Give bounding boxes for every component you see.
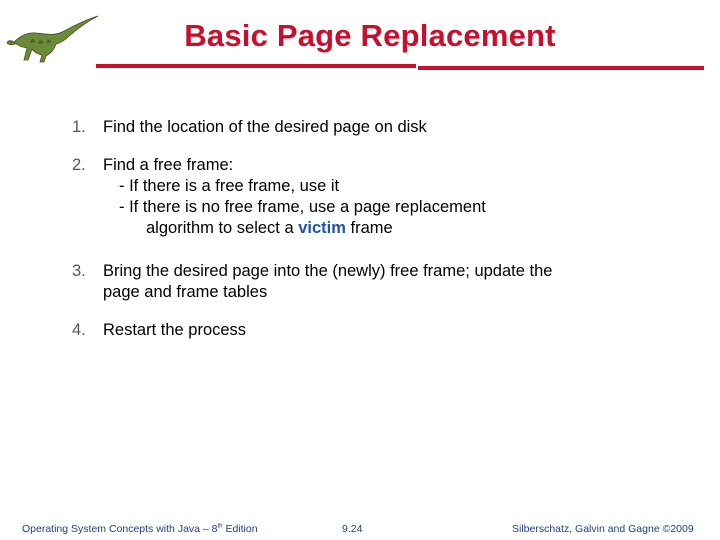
step-number: 3. [72, 262, 86, 280]
footer-book-title [22, 523, 258, 535]
step-body [103, 261, 693, 303]
step-text-line: page and frame tables [103, 283, 268, 301]
step-text: Restart the process [103, 321, 247, 339]
sub-item-continuation [146, 218, 720, 239]
title-underline [96, 64, 416, 68]
footer-page-number: 9.24 [342, 523, 363, 535]
victim-emphasis: victim [298, 219, 346, 237]
step-text-line: Bring the desired page into the (newly) free frame; update the [103, 262, 553, 280]
title-underline-right [418, 66, 704, 70]
footer-copyright: Silberschatz, Galvin and Gagne ©2009 [512, 523, 694, 535]
page-title: Basic Page Replacement [184, 18, 556, 53]
footer-text: Operating System Concepts with Java – 8 [22, 523, 218, 535]
sub-item: - If there is no free frame, use a page replacement [119, 198, 486, 216]
dinosaur-icon [6, 12, 100, 64]
step-number: 2. [72, 156, 86, 174]
step-number: 4. [72, 321, 86, 339]
footer-superscript: th [217, 523, 223, 530]
text-run: frame [345, 219, 393, 237]
step-text: Find the location of the desired page on disk [103, 118, 427, 136]
text-run: algorithm to select a [146, 219, 299, 237]
step-number: 1. [72, 118, 86, 136]
sub-item: - If there is a free frame, use it [119, 177, 340, 195]
step-text: Find a free frame: [103, 156, 234, 174]
step-body [103, 155, 693, 239]
footer-text: Edition [222, 523, 258, 535]
